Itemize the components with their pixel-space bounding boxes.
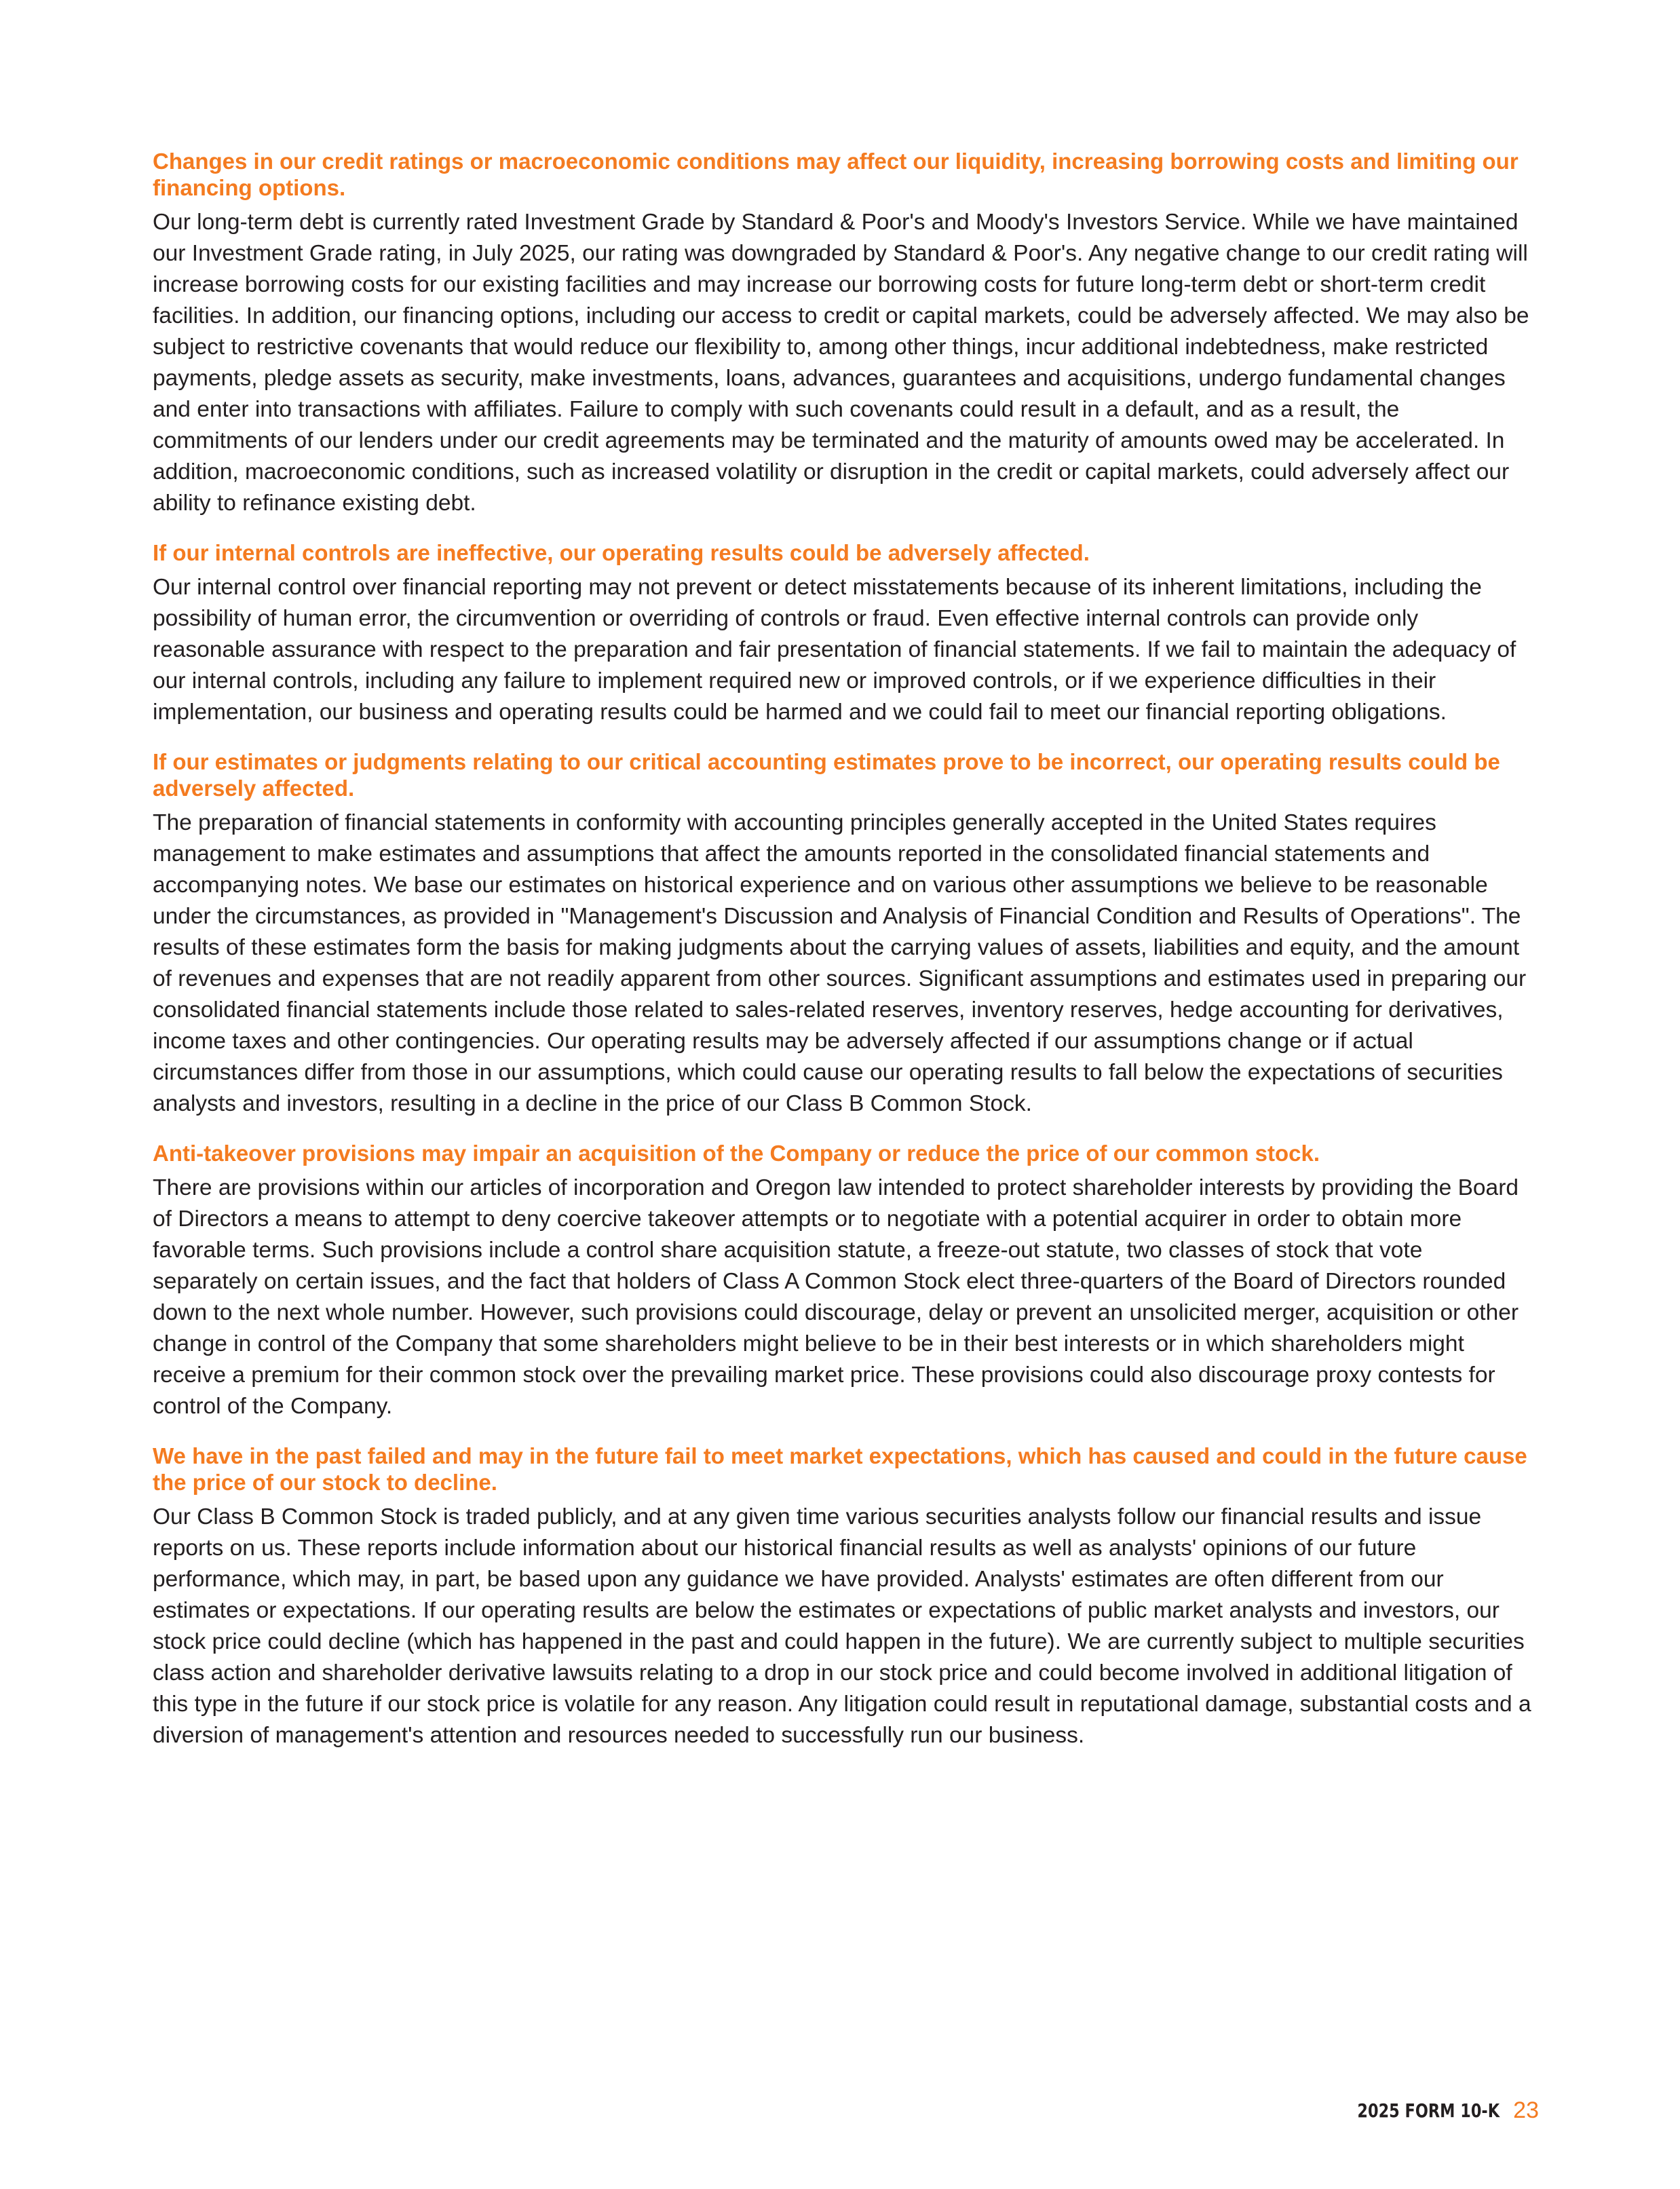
risk-factor-accounting-estimates <box>153 748 1533 1120</box>
section-heading: We have in the past failed and may in the future fail to meet market expectations, which has caused and could in the future cause the price of our stock to decline. <box>153 1443 1527 1495</box>
risk-factor-anti-takeover <box>153 1140 1533 1422</box>
section-paragraph: Our internal control over financial reporting may not prevent or detect misstatements because of its inherent limitations, including the possibility of human error, the circumvention or overriding of controls or fraud. Even effective internal controls can provide only reasonable assurance with respect to the preparation and fair presentation of financial statements. If we fail to maintain the adequacy of our internal controls, including any failure to implement required new or improved controls, or if we experience difficulties in their implementation, our business and operating results could be harmed and we could fail to meet our financial reporting obligations. <box>153 575 1516 725</box>
section-heading: Anti-takeover provisions may impair an acquisition of the Company or reduce the price of our common stock. <box>153 1141 1320 1166</box>
page-number: 23 <box>1513 2097 1539 2123</box>
risk-factor-credit-ratings <box>153 148 1533 519</box>
section-paragraph: Our long-term debt is currently rated Investment Grade by Standard & Poor's and Moody's Investors Service. While we have maintained our Investment Grade rating, in July 2025, our rating was downgraded by Standard & Poor's. Any negative change to our credit rating will increase borrowing costs for our existing facilities and may increase our borrowing costs for future long-term debt or short-term credit facilities. In addition, our financing options, including our access to credit or capital markets, could be adversely affected. We may also be subject to restrictive covenants that would reduce our flexibility to, among other things, incur additional indebtedness, make restricted payments, pledge assets as security, make investments, loans, advances, guarantees and acquisitions, undergo fundamental changes and enter into transactions with affiliates. Failure to comply with such covenants could result in a default, and as a result, the commitments of our lenders under our credit agreements may be terminated and the maturity of amounts owed may be accelerated. In addition, macroeconomic conditions, such as increased volatility or disruption in the credit or capital markets, could adversely affect our ability to refinance existing debt. <box>153 210 1529 516</box>
page-footer <box>1322 2095 1539 2126</box>
section-heading: If our estimates or judgments relating to our critical accounting estimates prove to be incorrect, our operating results could be adversely affected. <box>153 749 1500 801</box>
section-heading: Changes in our credit ratings or macroeconomic conditions may affect our liquidity, increasing borrowing costs and limiting our financing options. <box>153 149 1519 200</box>
risk-factor-internal-controls <box>153 539 1533 728</box>
document-body <box>153 148 1533 1751</box>
risk-factor-market-expectations <box>153 1443 1533 1751</box>
section-paragraph: There are provisions within our articles of incorporation and Oregon law intended to protect shareholder interests by providing the Board of Directors a means to attempt to deny coercive takeover attempts or to negotiate with a potential acquirer in order to obtain more favorable terms. Such provisions include a control share acquisition statute, a freeze-out statute, two classes of stock that vote separately on certain issues, and the fact that holders of Class A Common Stock elect three-quarters of the Board of Directors rounded down to the next whole number. However, such provisions could discourage, delay or prevent an unsolicited merger, acquisition or other change in control of the Company that some shareholders might believe to be in their best interests or in which shareholders might receive a premium for their common stock over the prevailing market price. These provisions could also discourage proxy contests for control of the Company. <box>153 1175 1519 1419</box>
section-paragraph: Our Class B Common Stock is traded publicly, and at any given time various securities analysts follow our financial results and issue reports on us. These reports include information about our historical financial results as well as analysts' opinions of our future performance, which may, in part, be based upon any guidance we have provided. Analysts' estimates are often different from our estimates or expectations. If our operating results are below the estimates or expectations of public market analysts and investors, our stock price could decline (which has happened in the past and could happen in the future). We are currently subject to multiple securities class action and shareholder derivative lawsuits relating to a drop in our stock price and could become involved in additional litigation of this type in the future if our stock price is volatile for any reason. Any litigation could result in reputational damage, substantial costs and a diversion of management's attention and resources needed to successfully run our business. <box>153 1504 1531 1748</box>
footer-form-label: 2025 FORM 10-K <box>1357 2099 1500 2122</box>
section-heading: If our internal controls are ineffective, our operating results could be adversely affected. <box>153 540 1090 565</box>
section-paragraph: The preparation of financial statements in conformity with accounting principles generally accepted in the United States requires management to make estimates and assumptions that affect the amounts reported in the consolidated financial statements and accompanying notes. We base our estimates on historical experience and on various other assumptions we believe to be reasonable under the circumstances, as provided in "Management's Discussion and Analysis of Financial Condition and Results of Operations". The results of these estimates form the basis for making judgments about the carrying values of assets, liabilities and equity, and the amount of revenues and expenses that are not readily apparent from other sources. Significant assumptions and estimates used in preparing our consolidated financial statements include those related to sales-related reserves, inventory reserves, hedge accounting for derivatives, income taxes and other contingencies. Our operating results may be adversely affected if our assumptions change or if actual circumstances differ from those in our assumptions, which could cause our operating results to fall below the expectations of securities analysts and investors, resulting in a decline in the price of our Class B Common Stock. <box>153 810 1527 1116</box>
